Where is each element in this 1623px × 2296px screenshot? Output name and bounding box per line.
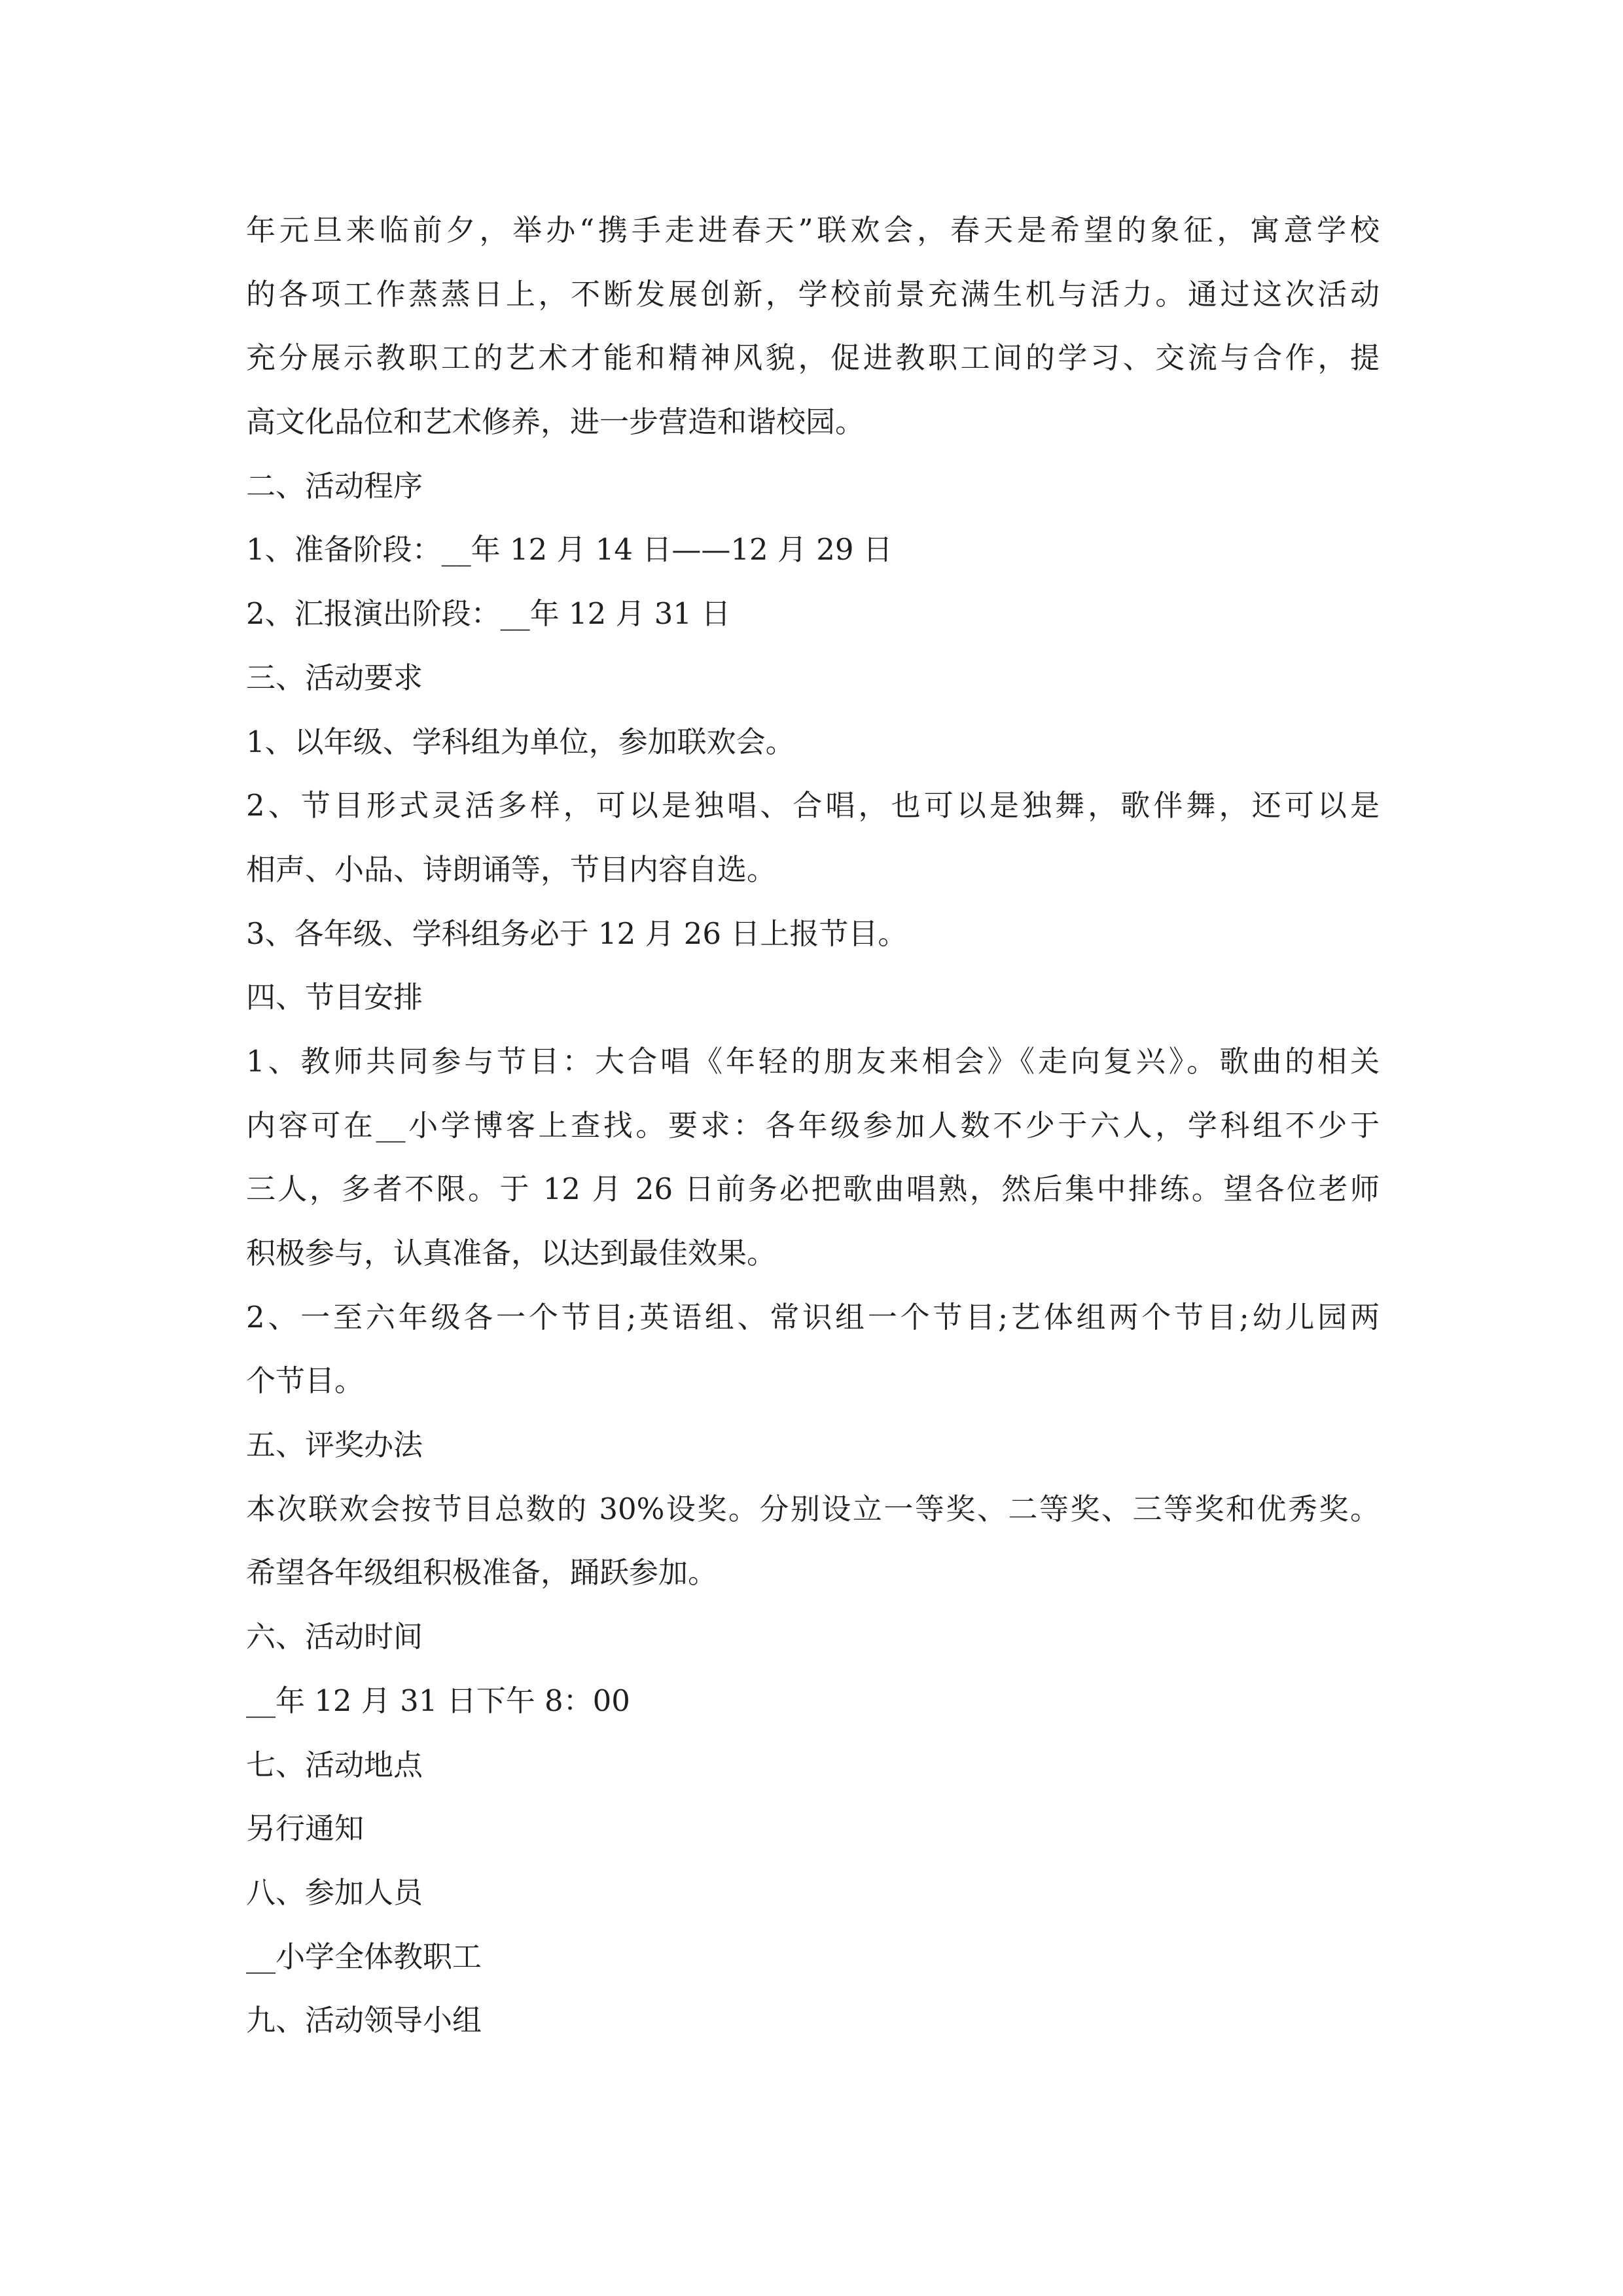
text-line: 积极参与，认真准备，以达到最佳效果。 (246, 1236, 777, 1270)
section-heading: 四、节目安排 (246, 980, 423, 1015)
text-line: 1、以年级、学科组为单位，参加联欢会。 (246, 724, 795, 759)
section-heading: 八、参加人员 (246, 1874, 423, 1910)
text-line: 本次联欢会按节目总数的 30%设奖。分别设立一等奖、二等奖、三等奖和优秀奖。 (246, 1491, 1380, 1526)
section-heading: 九、活动领导小组 (246, 2003, 482, 2038)
text-line: 1、教师共同参与节目：大合唱《年轻的朋友来相会》《走向复兴》。歌曲的相关 (246, 1043, 1380, 1079)
text-line: __年 12 月 31 日下午 8：00 (246, 1683, 630, 1718)
text-line: 的各项工作蒸蒸日上，不断发展创新，学校前景充满生机与活力。通过这次活动 (246, 276, 1380, 312)
text-line: 希望各年级组积极准备，踊跃参加。 (246, 1555, 718, 1590)
document-body (246, 198, 1380, 2053)
text-line: 个节目。 (246, 1363, 365, 1399)
text-line: 另行通知 (246, 1811, 365, 1846)
text-line: 充分展示教职工的艺术才能和精神风貌，促进教职工间的学习、交流与合作，提 (246, 340, 1380, 376)
section-heading: 六、活动时间 (246, 1619, 423, 1655)
text-line: 2、节目形式灵活多样，可以是独唱、合唱，也可以是独舞，歌伴舞，还可以是 (246, 788, 1380, 823)
text-line: 2、一至六年级各一个节目;英语组、常识组一个节目;艺体组两个节目;幼儿园两 (246, 1299, 1380, 1335)
section-heading: 五、评奖办法 (246, 1427, 423, 1463)
text-line: 3、各年级、学科组务必于 12 月 26 日上报节目。 (246, 916, 908, 951)
text-line: 三人，多者不限。于 12 月 26 日前务必把歌曲唱熟，然后集中排练。望各位老师 (246, 1172, 1380, 1207)
section-heading: 三、活动要求 (246, 660, 423, 695)
text-line: 2、汇报演出阶段：__年 12 月 31 日 (246, 596, 731, 632)
text-line: 1、准备阶段：__年 12 月 14 日——12 月 29 日 (246, 532, 893, 567)
text-line: 年元旦来临前夕，举办“携手走进春天”联欢会，春天是希望的象征，寓意学校 (246, 213, 1380, 247)
section-heading: 二、活动程序 (246, 468, 423, 503)
text-line: __小学全体教职工 (246, 1939, 482, 1974)
text-line: 相声、小品、诗朗诵等，节目内容自选。 (246, 852, 777, 887)
text-line: 内容可在__小学博客上查找。要求：各年级参加人数不少于六人，学科组不少于 (246, 1107, 1380, 1143)
section-heading: 七、活动地点 (246, 1747, 423, 1782)
text-line: 高文化品位和艺术修养，进一步营造和谐校园。 (246, 404, 865, 440)
